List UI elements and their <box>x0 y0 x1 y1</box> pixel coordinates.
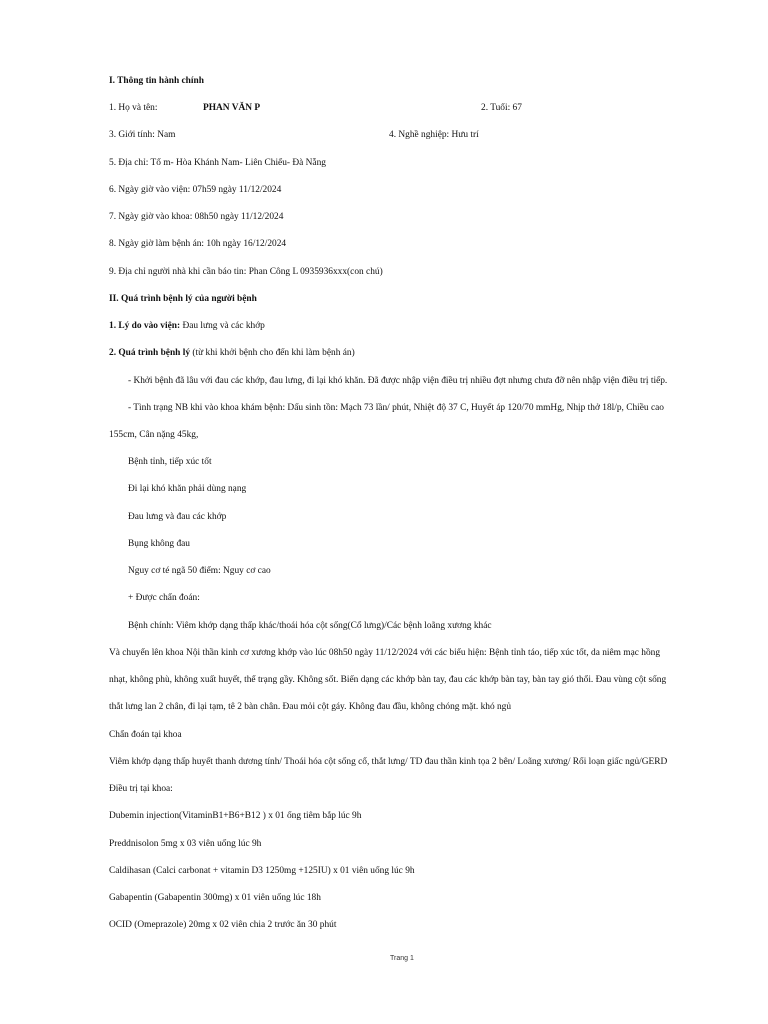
paragraph-line: Và chuyển lên khoa Nội thần kinh cơ xương khớp vào lúc 08h50 ngày 11/12/2024 với các biểu hiện: Bệnh tỉnh táo, tiếp xúc tốt, da niêm mạc hồng <box>109 648 661 658</box>
paragraph-line: + Được chẩn đoán: <box>128 593 200 603</box>
paragraph-line: - Khởi bệnh đã lâu với đau các khớp, đau lưng, đi lại khó khăn. Đã được nhập viện điều trị nhiều đợt nhưng chưa đỡ nên nhập viện điều trị tiếp. <box>128 376 668 386</box>
paragraph-line: Đau lưng và đau các khớp <box>128 512 227 522</box>
section-2-heading: II. Quá trình bệnh lý của người bệnh <box>109 294 257 304</box>
paragraph-line: nhạt, không phù, không xuất huyết, thể trạng gầy. Không sốt. Biến dạng các khớp bàn tay, đau các khớp bàn tay, bàn tay gió thổi. Đau vùng cột sống <box>109 675 667 685</box>
page-number: Trang 1 <box>390 955 414 962</box>
gender-field: 3. Giới tính: Nam <box>109 130 176 140</box>
paragraph-line: - Tình trạng NB khi vào khoa khám bệnh: Dấu sinh tồn: Mạch 73 lần/ phút, Nhiệt độ 37 C, Huyết áp 120/70 mmHg, Nhịp thở 18l/p, Chiều cao <box>128 403 664 413</box>
paragraph-line: Caldihasan (Calci carbonat + vitamin D3 1250mg +125IU) x 01 viên uống lúc 9h <box>109 866 415 876</box>
section-1-heading: I. Thông tin hành chính <box>109 76 204 86</box>
paragraph-line: Chẩn đoán tại khoa <box>109 730 182 740</box>
paragraph-line: 155cm, Cân nặng 45kg, <box>109 430 199 440</box>
paragraph-line: Dubemin injection(VitaminB1+B6+B12 ) x 01 ống tiêm bắp lúc 9h <box>109 811 362 821</box>
history-line <box>109 347 355 359</box>
reason-value: Đau lưng và các khớp <box>180 321 265 331</box>
history-label: 2. Quá trình bệnh lý <box>109 348 191 358</box>
paragraph-line: thắt lưng lan 2 chân, đi lại tạm, tê 2 bàn chân. Đau mỏi cột gáy. Không đau đầu, không chóng mặt. khó ngủ <box>109 702 512 712</box>
paragraph-line: Bệnh chính: Viêm khớp dạng thấp khác/thoái hóa cột sống(Cổ lưng)/Các bệnh loãng xương khác <box>128 621 492 631</box>
paragraph-line: Nguy cơ té ngã 50 điểm: Nguy cơ cao <box>128 566 271 576</box>
paragraph-line: Gabapentin (Gabapentin 300mg) x 01 viên uống lúc 18h <box>109 893 321 903</box>
address-field: 5. Địa chỉ: Tổ m- Hòa Khánh Nam- Liên Chiểu- Đà Nẵng <box>109 158 326 168</box>
occupation-field: 4. Nghề nghiệp: Hưu trí <box>389 130 479 140</box>
admit-hospital-field: 6. Ngày giờ vào viện: 07h59 ngày 11/12/2024 <box>109 185 282 195</box>
paragraph-line: Preddnisolon 5mg x 03 viên uống lúc 9h <box>109 839 262 849</box>
paragraph-line: Bệnh tỉnh, tiếp xúc tốt <box>128 457 212 467</box>
paragraph-line: Điều trị tại khoa: <box>109 784 173 794</box>
reason-label: 1. Lý do vào viện: <box>109 321 181 331</box>
paragraph-line: Viêm khớp dạng thấp huyết thanh dương tính/ Thoái hóa cột sống cổ, thắt lưng/ TD đau thần kinh tọa 2 bên/ Loãng xương/ Rối loạn giấc ngủ/GERD <box>109 757 668 767</box>
paragraph-line: OCID (Omeprazole) 20mg x 02 viên chia 2 trước ăn 30 phút <box>109 920 337 930</box>
admit-dept-field: 7. Ngày giờ vào khoa: 08h50 ngày 11/12/2024 <box>109 212 284 222</box>
history-note: (từ khi khởi bệnh cho đến khi làm bệnh án) <box>190 348 355 358</box>
name-label: 1. Họ và tên: <box>109 103 158 113</box>
contact-field: 9. Địa chỉ người nhà khi cần báo tin: Phan Công L 0935936xxx(con chú) <box>109 267 383 277</box>
paragraph-line: Bụng không đau <box>128 539 190 549</box>
reason-line <box>109 320 265 332</box>
patient-name: PHAN VĂN P <box>203 103 261 113</box>
record-time-field: 8. Ngày giờ làm bệnh án: 10h ngày 16/12/2024 <box>109 239 287 249</box>
age-field: 2. Tuổi: 67 <box>481 103 522 113</box>
paragraph-line: Đi lại khó khăn phải dùng nạng <box>128 484 247 494</box>
